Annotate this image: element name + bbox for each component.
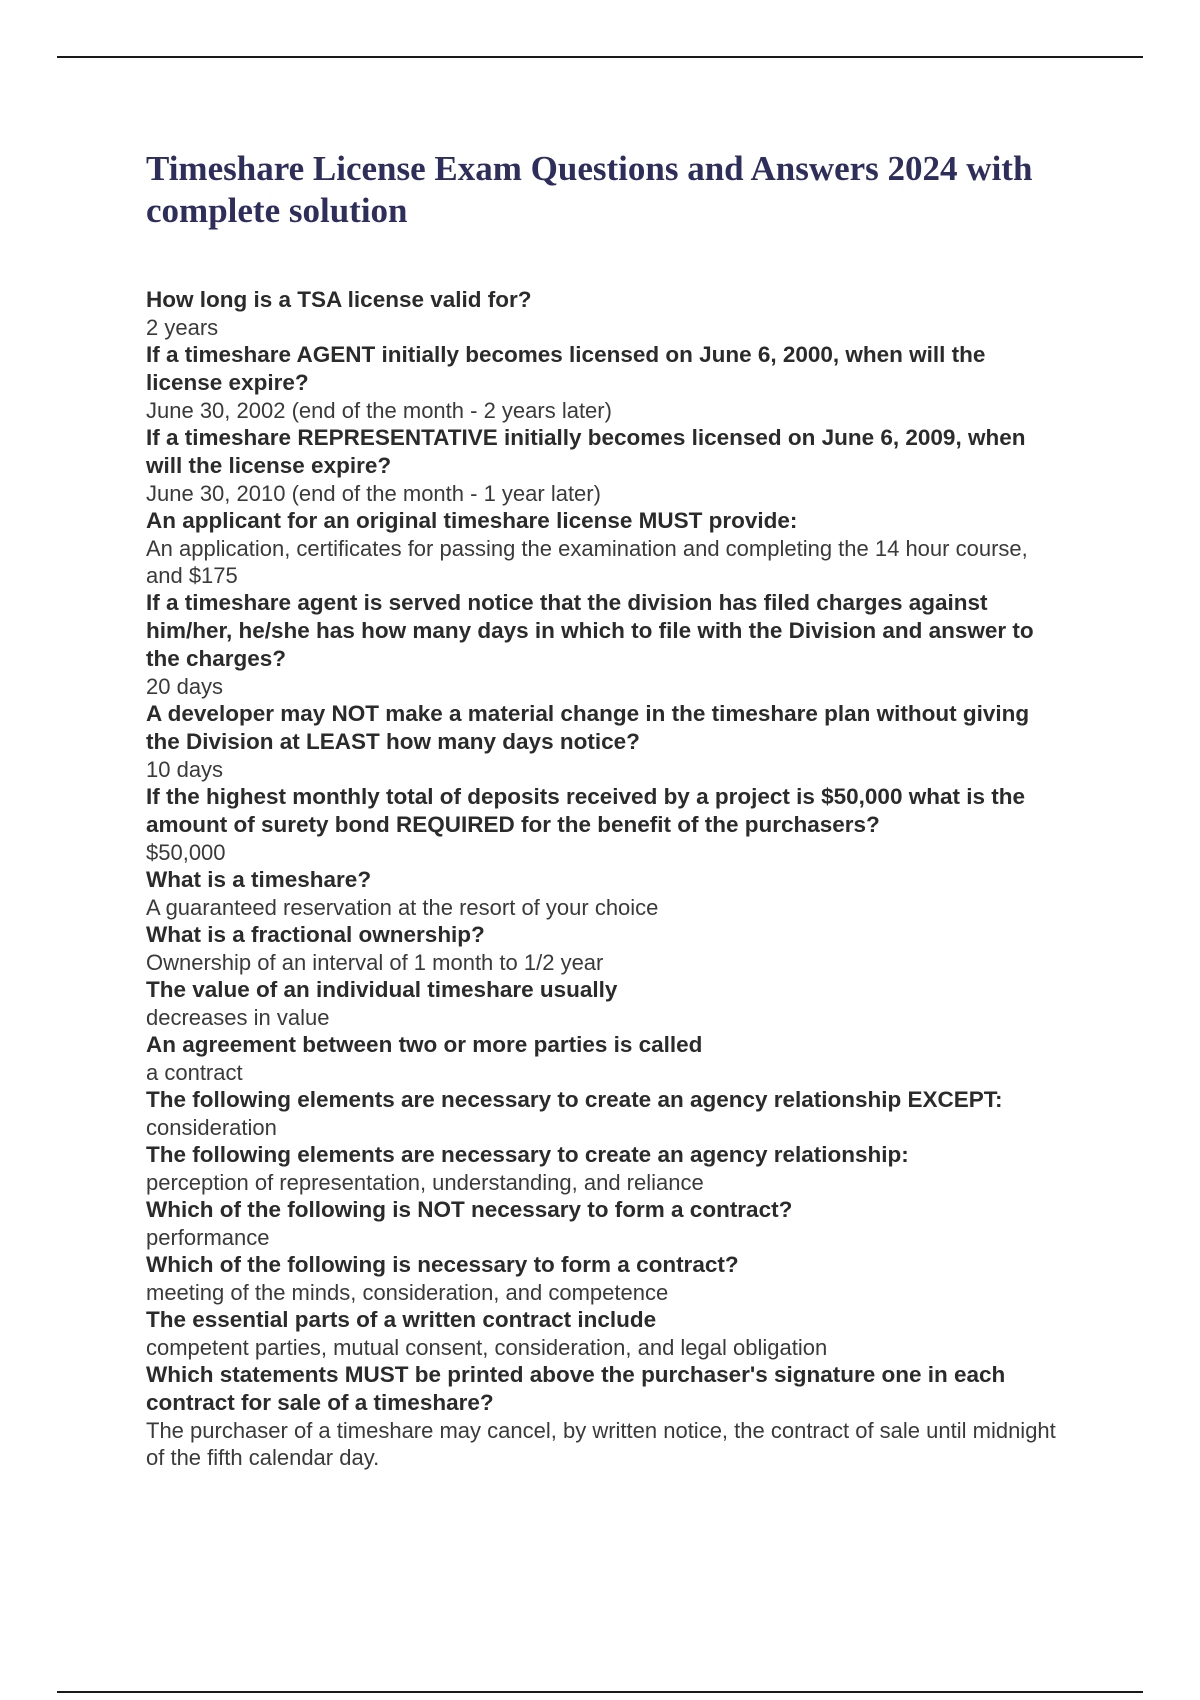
qa-item bbox=[146, 424, 1066, 507]
answer-text: A guaranteed reservation at the resort of your choice bbox=[146, 895, 659, 920]
question-text: How long is a TSA license valid for? bbox=[146, 287, 532, 312]
answer-text: performance bbox=[146, 1225, 270, 1250]
question-text: An applicant for an original timeshare license MUST provide: bbox=[146, 508, 798, 533]
answer-text: Ownership of an interval of 1 month to 1/2 year bbox=[146, 950, 604, 975]
question-text: The essential parts of a written contract include bbox=[146, 1307, 657, 1332]
bottom-rule bbox=[57, 1691, 1143, 1693]
answer-text: meeting of the minds, consideration, and competence bbox=[146, 1280, 669, 1305]
qa-item bbox=[146, 700, 1066, 783]
qa-item bbox=[146, 1086, 1066, 1141]
answer-text: June 30, 2002 (end of the month - 2 years later) bbox=[146, 398, 612, 423]
question-text: If a timeshare AGENT initially becomes licensed on June 6, 2000, when will the license expire? bbox=[146, 342, 986, 395]
answer-text: An application, certificates for passing the examination and completing the 14 hour course, and $175 bbox=[146, 536, 1028, 588]
question-text: The following elements are necessary to create an agency relationship EXCEPT: bbox=[146, 1087, 1003, 1112]
qa-list bbox=[146, 286, 1066, 1471]
qa-item bbox=[146, 921, 1066, 976]
question-text: Which of the following is necessary to form a contract? bbox=[146, 1252, 739, 1277]
qa-item bbox=[146, 1306, 1066, 1361]
question-text: Which of the following is NOT necessary to form a contract? bbox=[146, 1197, 793, 1222]
answer-text: decreases in value bbox=[146, 1005, 330, 1030]
qa-item bbox=[146, 1141, 1066, 1196]
qa-item bbox=[146, 783, 1066, 866]
qa-item bbox=[146, 976, 1066, 1031]
answer-text: 20 days bbox=[146, 674, 224, 699]
question-text: What is a fractional ownership? bbox=[146, 922, 485, 947]
answer-text: perception of representation, understanding, and reliance bbox=[146, 1170, 704, 1195]
document-title: Timeshare License Exam Questions and Answers 2024 with complete solution bbox=[146, 149, 1033, 230]
answer-text: competent parties, mutual consent, consideration, and legal obligation bbox=[146, 1335, 828, 1360]
qa-item bbox=[146, 866, 1066, 921]
answer-text: 2 years bbox=[146, 315, 219, 340]
answer-text: $50,000 bbox=[146, 840, 226, 865]
top-rule bbox=[57, 56, 1143, 58]
question-text: The following elements are necessary to create an agency relationship: bbox=[146, 1142, 909, 1167]
qa-item bbox=[146, 1196, 1066, 1251]
question-text: If the highest monthly total of deposits received by a project is $50,000 what is the amount of surety bond REQUIRED for the benefit of the purchasers? bbox=[146, 784, 1025, 837]
qa-item bbox=[146, 507, 1066, 589]
question-text: If a timeshare REPRESENTATIVE initially becomes licensed on June 6, 2009, when will the license expire? bbox=[146, 425, 1026, 478]
question-text: What is a timeshare? bbox=[146, 867, 372, 892]
answer-text: June 30, 2010 (end of the month - 1 year later) bbox=[146, 481, 601, 506]
question-text: If a timeshare agent is served notice that the division has filed charges against him/her, he/she has how many days in which to file with the Division and answer to the charges? bbox=[146, 590, 1034, 671]
qa-item bbox=[146, 589, 1066, 700]
answer-text: consideration bbox=[146, 1115, 277, 1140]
qa-item bbox=[146, 1251, 1066, 1306]
qa-item bbox=[146, 341, 1066, 424]
qa-item bbox=[146, 1361, 1066, 1471]
qa-item bbox=[146, 1031, 1066, 1086]
answer-text: a contract bbox=[146, 1060, 243, 1085]
question-text: A developer may NOT make a material change in the timeshare plan without giving the Division at LEAST how many days notice? bbox=[146, 701, 1030, 754]
question-text: An agreement between two or more parties is called bbox=[146, 1032, 703, 1057]
question-text: The value of an individual timeshare usually bbox=[146, 977, 618, 1002]
question-text: Which statements MUST be printed above the purchaser's signature one in each contract for sale of a timeshare? bbox=[146, 1362, 1006, 1415]
answer-text: 10 days bbox=[146, 757, 224, 782]
qa-item bbox=[146, 286, 1066, 341]
answer-text: The purchaser of a timeshare may cancel, by written notice, the contract of sale until midnight of the fifth calendar day. bbox=[146, 1418, 1056, 1470]
